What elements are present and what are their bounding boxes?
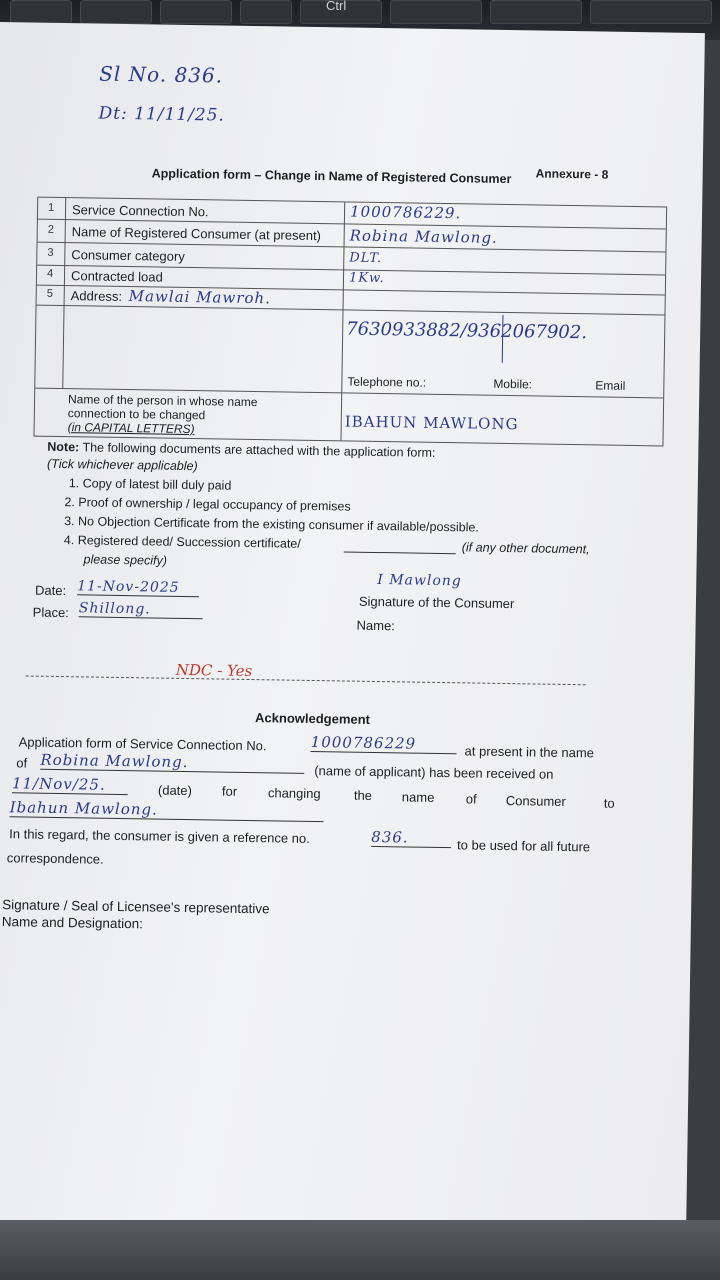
keyboard-key — [240, 0, 292, 24]
ctrl-key-label: Ctrl — [326, 0, 347, 13]
ack-text: (name of applicant) has been received on — [314, 763, 554, 782]
consumer-category-value: DLT. — [349, 250, 383, 267]
phone-numbers-value: 7630933882/9362067902. — [346, 318, 588, 344]
document-item: 2. Proof of ownership / legal occupancy of premises — [64, 495, 351, 514]
application-table — [33, 197, 667, 447]
ack-applicant-name: Robina Mawlong. — [40, 751, 304, 774]
ack-text: Consumer — [505, 793, 566, 809]
service-connection-value: 1000786229. — [349, 202, 462, 223]
ack-text: the — [353, 787, 373, 803]
note-heading: Note: — [47, 439, 80, 455]
row-number: 5 — [46, 287, 53, 300]
keyboard-key — [590, 0, 712, 24]
ack-text: to be used for all future — [457, 837, 591, 855]
contracted-load-label: Contracted load — [70, 268, 163, 285]
mobile-label: Mobile: — [493, 376, 533, 392]
service-connection-label: Service Connection No. — [71, 202, 209, 220]
keyboard-key — [80, 0, 152, 24]
ack-text: Application form of Service Connection No. — [18, 734, 267, 754]
other-document-note: (if any other document, — [461, 540, 590, 557]
place-label: Place: — [32, 604, 69, 621]
ack-received-date: 11/Nov/25. — [12, 774, 128, 795]
document-item: 1. Copy of latest bill duly paid — [68, 476, 232, 493]
ack-text: for — [221, 783, 238, 799]
other-document-blank — [344, 551, 456, 554]
form-paper — [0, 22, 705, 1238]
consumer-signature: I Mawlong — [377, 571, 462, 590]
note-text: The following documents are attached with the application form: — [82, 440, 436, 460]
ack-text: correspondence. — [6, 850, 104, 867]
consumer-category-label: Consumer category — [71, 247, 185, 264]
keyboard-key — [160, 0, 232, 24]
date-note: Dt: 11/11/25. — [98, 103, 226, 126]
email-label: Email — [595, 378, 626, 393]
document-item: 3. No Objection Certificate from the existing consumer if available/possible. — [64, 514, 480, 535]
address-label: Address: — [70, 288, 123, 304]
place-value: Shillong. — [79, 600, 203, 619]
ack-new-consumer-name: Ibahun Mawlong. — [10, 798, 324, 822]
signature-label: Signature of the Consumer — [358, 593, 515, 612]
row-number: 2 — [47, 223, 54, 236]
keyboard-key — [490, 0, 582, 24]
date-value: 11-Nov-2025 — [77, 578, 199, 597]
ack-text: of — [16, 755, 28, 771]
other-document-note: please specify) — [83, 552, 168, 568]
date-label: Date: — [34, 582, 67, 599]
registered-consumer-value: Robina Mawlong. — [349, 226, 498, 247]
contracted-load-value: 1Kw. — [348, 270, 385, 287]
annexure-label: Annexure - 8 — [535, 166, 609, 182]
ack-text: changing — [267, 785, 321, 802]
ack-text: (date) — [157, 782, 193, 799]
row-number: 4 — [46, 267, 54, 280]
licensee-signature-label: Signature / Seal of Licensee's representative — [2, 897, 270, 917]
ack-text: name — [401, 789, 435, 805]
desk-surface — [0, 1220, 720, 1280]
new-name-value: IBAHUN MAWLONG — [344, 412, 519, 434]
acknowledgement-heading: Acknowledgement — [254, 710, 371, 727]
ack-connection-no: 1000786229 — [311, 733, 457, 754]
ack-text: In this regard, the consumer is given a reference no. — [9, 826, 310, 846]
keyboard-key — [10, 0, 72, 24]
new-name-label: Name of the person in whose name — [67, 392, 258, 410]
licensee-name-label: Name and Designation: — [1, 914, 144, 932]
keyboard-key — [390, 0, 482, 24]
new-name-label: (in CAPITAL LETTERS) — [67, 420, 195, 437]
address-value: Mawlai Mawroh. — [128, 287, 272, 308]
row-number: 3 — [47, 246, 54, 259]
serial-number-note: Sl No. 836. — [99, 61, 224, 88]
form-title: Application form – Change in Name of Registered Consumer — [151, 166, 512, 187]
ndc-note: NDC - Yes — [175, 660, 253, 681]
ack-text: at present in the name — [464, 743, 595, 761]
document-item: 4. Registered deed/ Succession certificate/ — [63, 533, 301, 551]
ack-text: to — [603, 795, 615, 811]
name-label: Name: — [356, 617, 395, 634]
ack-text: of — [465, 791, 477, 807]
row-number: 1 — [47, 201, 55, 214]
separator-line — [26, 675, 586, 685]
ack-reference-no: 836. — [371, 828, 451, 848]
registered-consumer-label: Name of Registered Consumer (at present) — [71, 224, 322, 244]
tick-instruction: (Tick whichever applicable) — [46, 456, 198, 474]
new-name-label: connection to be changed — [67, 406, 206, 423]
telephone-label: Telephone no.: — [347, 374, 427, 390]
